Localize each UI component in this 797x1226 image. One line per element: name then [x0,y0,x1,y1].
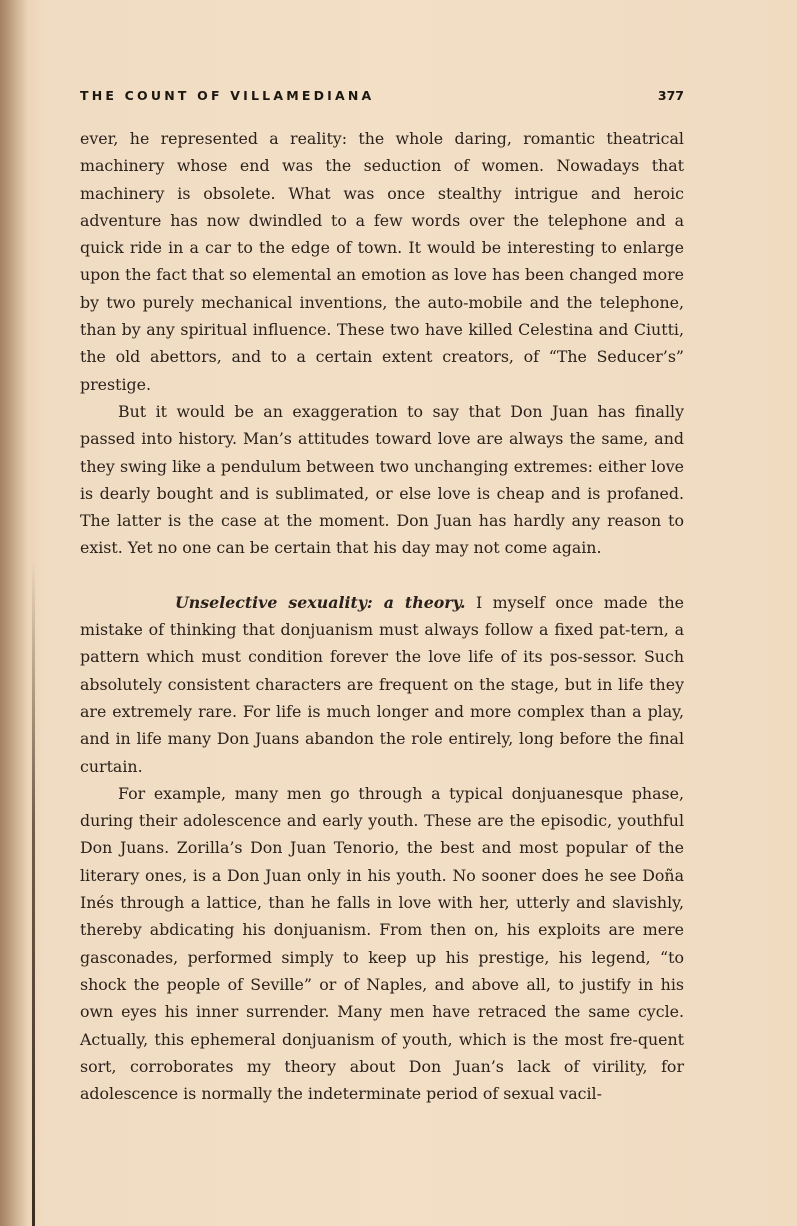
page-header [80,88,684,112]
running-head: THE COUNT OF VILLAMEDIANA [80,88,375,103]
section-heading: Unselective sexuality: a theory. [175,592,466,612]
paragraph-3 [80,589,684,780]
paragraph-2: But it would be an exaggeration to say that Don Juan has finally passed into history. Man’s attitudes toward love are always the same, and they swing like a pendulum between two unchanging extremes: either love is dearly bought and is sublimated, or else love is cheap and is profaned. The latter is the case at the moment. Don Juan has hardly any reason to exist. Yet no one can be certain that his day may not come again. [80,401,684,558]
body-text [80,125,684,1107]
paragraph-1: ever, he represented a reality: the whole daring, romantic theatrical machinery whose end was the seduction of women. Nowadays that machinery is obsolete. What was once stealthy intrigue and heroic adventure has now dwindled to a few words over the telephone and a quick ride in a car to the edge of town. It would be interesting to enlarge upon the fact that so elemental an emotion as love has been changed more by two purely mechanical inventions, the auto-mobile and the telephone, than by any spiritual influence. These two have killed Celestina and Ciutti, the old abettors, and to a certain extent creators, of “The Seducer’s” prestige. [80,129,684,394]
paragraph-3-text: I myself once made the mistake of thinking that donjuanism must always follow a fixed pat-tern, a pattern which must condition forever the love life of its pos-sessor. Such absolutely consistent characters are frequent on the stage, but in life they are extremely rare. For life is much longer and more complex than a play, and in life many Don Juans abandon the role entirely, long before the final curtain. [80,592,684,776]
page-binding-edge [32,560,35,1226]
page-number: 377 [657,88,684,103]
page-gutter-shadow [0,0,28,1226]
paragraph-4: For example, many men go through a typical donjuanesque phase, during their adolescence and early youth. These are the episodic, youthful Don Juans. Zorilla’s Don Juan Tenorio, the best and most popular of the literary ones, is a Don Juan only in his youth. No sooner does he see Doña Inés through a lattice, than he falls in love with her, utterly and slavishly, thereby abdicating his donjuanism. From then on, his exploits are mere gasconades, performed simply to keep up his prestige, his legend, “to shock the people of Seville” or of Naples, and above all, to justify in his own eyes his inner surrender. Many men have retraced the same cycle. Actually, this ephemeral donjuanism of youth, which is the most fre-quent sort, corroborates my theory about Don Juan’s lack of virility, for adolescence is normally the indeterminate period of sexual vacil- [80,783,684,1104]
